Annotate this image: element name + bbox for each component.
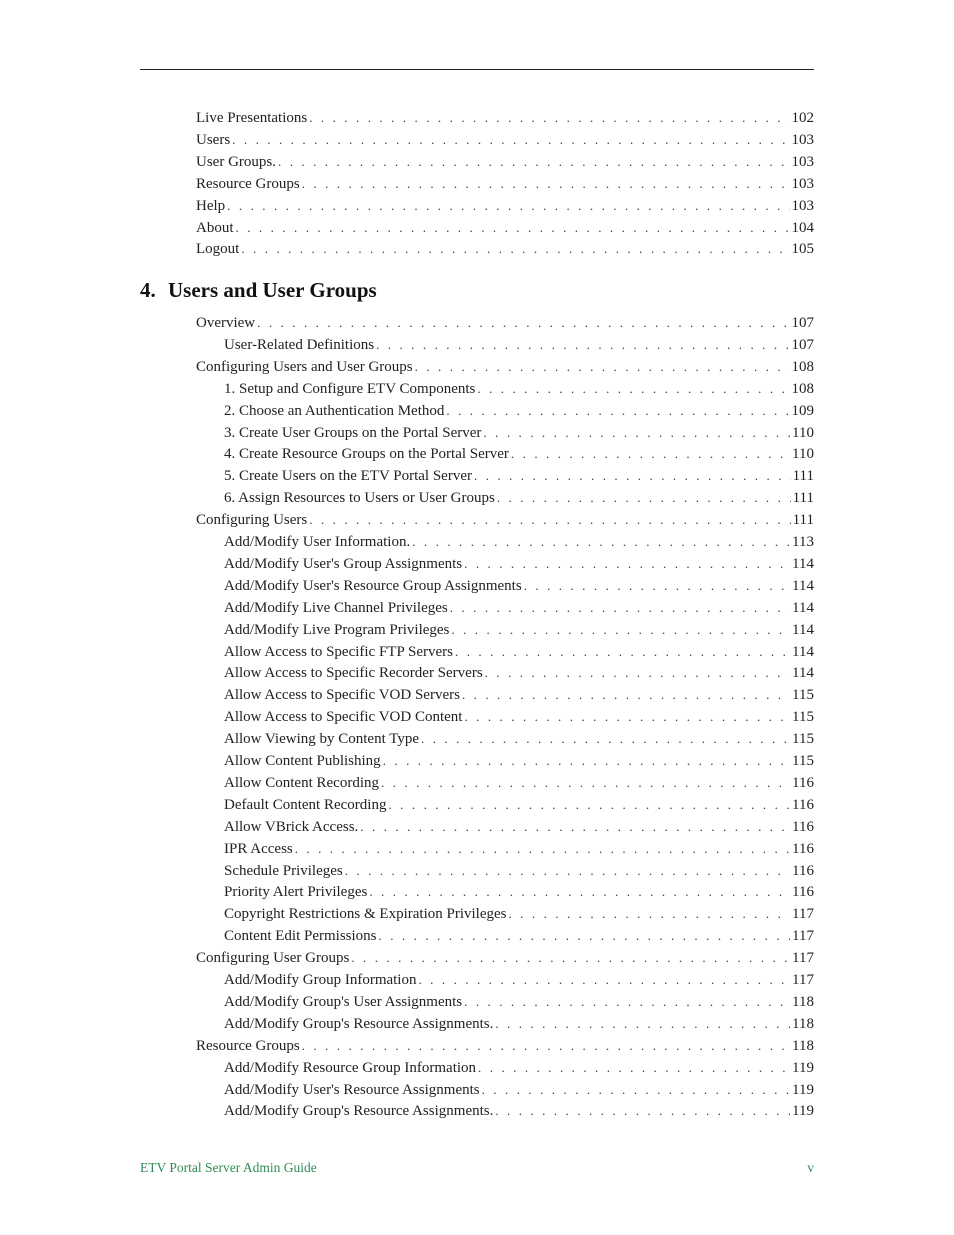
toc-entry-label: 2. Choose an Authentication Method xyxy=(224,402,445,419)
toc-dot-leader xyxy=(383,751,790,771)
toc-entry[interactable] xyxy=(224,642,814,662)
toc-entry-label: User-Related Definitions xyxy=(224,336,375,353)
toc-entry[interactable] xyxy=(196,357,814,377)
toc-dot-leader xyxy=(360,817,790,837)
toc-entry-label: Users xyxy=(196,131,231,148)
toc-entry-page: 116 xyxy=(792,840,814,857)
toc-entry-page: 114 xyxy=(792,555,814,572)
toc-entry[interactable] xyxy=(224,444,814,464)
toc-entry[interactable] xyxy=(224,598,814,618)
toc-entry[interactable] xyxy=(196,108,814,128)
toc-entry-page: 117 xyxy=(792,950,814,967)
toc-entry-page: 102 xyxy=(791,110,814,126)
toc-dot-leader xyxy=(495,1101,790,1121)
toc-dot-leader xyxy=(302,174,790,194)
toc-entry-label: IPR Access xyxy=(224,840,293,857)
toc-entry[interactable] xyxy=(224,839,814,859)
toc-dot-leader xyxy=(455,642,790,662)
toc-entry-page: 104 xyxy=(791,219,814,236)
toc-entry-page: 113 xyxy=(792,534,814,550)
toc-dot-leader xyxy=(381,773,790,793)
toc-entry-label: 6. Assign Resources to Users or User Groups xyxy=(224,490,495,507)
toc-dot-leader xyxy=(278,152,790,172)
toc-entry[interactable] xyxy=(224,620,814,640)
toc-dot-leader xyxy=(388,795,790,815)
toc-entry-page: 114 xyxy=(792,643,814,660)
toc-entry-page: 111 xyxy=(792,512,814,529)
toc-entry-page: 116 xyxy=(792,796,814,813)
footer-guide-title: ETV Portal Server Admin Guide xyxy=(140,1160,317,1175)
footer-page-number: v xyxy=(807,1160,814,1175)
toc-entry-page: 115 xyxy=(792,709,814,726)
toc-entry-page: 117 xyxy=(792,906,814,923)
toc-entry-label: Add/Modify Live Channel Privileges xyxy=(224,599,448,616)
toc-entry-label: Allow Viewing by Content Type xyxy=(224,731,419,748)
toc-entry[interactable] xyxy=(224,707,814,727)
toc-entry-page: 114 xyxy=(792,665,814,682)
toc-entry-page: 107 xyxy=(791,336,814,353)
toc-entry-label: Add/Modify Group's User Assignments xyxy=(224,993,463,1010)
toc-entry-page: 114 xyxy=(792,621,814,638)
toc-entry-page: 103 xyxy=(791,153,814,170)
header-rule xyxy=(140,69,814,70)
toc-dot-leader xyxy=(309,108,789,128)
toc-entry-label: Live Presentations xyxy=(196,110,308,126)
toc-dot-leader xyxy=(232,130,789,150)
toc-entry[interactable] xyxy=(196,948,814,968)
toc-dot-leader xyxy=(464,554,790,574)
toc-dot-leader xyxy=(412,532,790,552)
toc-entry-page: 110 xyxy=(792,424,814,441)
toc-dot-leader xyxy=(508,904,790,924)
toc-entry-page: 115 xyxy=(792,687,814,704)
toc-entry[interactable] xyxy=(224,379,814,399)
toc-entry-page: 105 xyxy=(791,241,814,258)
toc-entry[interactable] xyxy=(224,861,814,881)
toc-entry-page: 119 xyxy=(792,1081,814,1098)
toc-dot-leader xyxy=(485,663,790,683)
toc-entry[interactable] xyxy=(196,218,814,238)
toc-dot-leader xyxy=(257,313,789,333)
toc-entry-page: 118 xyxy=(792,1015,814,1032)
toc-entry[interactable] xyxy=(224,926,814,946)
toc-entry[interactable] xyxy=(196,510,814,530)
toc-dot-leader xyxy=(477,379,789,399)
toc-entry-label: Schedule Privileges xyxy=(224,862,343,879)
toc-entry-label: Default Content Recording xyxy=(224,796,387,813)
toc-entry-label: Add/Modify User's Group Assignments xyxy=(224,555,463,572)
toc-entry-label: Add/Modify User's Resource Group Assignments xyxy=(224,577,522,594)
toc-entry-page: 103 xyxy=(791,175,814,192)
toc-dot-leader xyxy=(345,861,790,881)
toc-entry[interactable] xyxy=(224,554,814,574)
toc-dot-leader xyxy=(464,707,790,727)
toc-entry-label: Configuring Users and User Groups xyxy=(196,358,413,375)
toc-entry[interactable] xyxy=(224,663,814,683)
toc-entry-label: User Groups. xyxy=(196,153,276,170)
toc-entry[interactable] xyxy=(224,1101,814,1121)
toc-dot-leader xyxy=(483,423,790,443)
toc-entry-label: Allow VBrick Access. xyxy=(224,818,359,835)
toc-entry-page: 103 xyxy=(791,197,814,214)
toc-entry-page: 111 xyxy=(792,468,814,485)
toc-entry-page: 114 xyxy=(792,599,814,616)
toc-entry[interactable] xyxy=(224,817,814,837)
toc-entry[interactable] xyxy=(224,882,814,902)
toc-entry-label: Allow Access to Specific Recorder Servers xyxy=(224,665,483,682)
toc-entry-label: Overview xyxy=(196,315,256,331)
toc-entry-page: 117 xyxy=(792,928,814,945)
toc-entry[interactable] xyxy=(224,729,814,749)
toc-entry-label: Add/Modify Resource Group Information xyxy=(224,1059,477,1076)
toc-entry-label: Configuring Users xyxy=(196,512,308,529)
toc-entry-label: Allow Content Recording xyxy=(224,774,379,791)
toc-entry[interactable] xyxy=(224,401,814,421)
toc-entry[interactable] xyxy=(196,1036,814,1056)
toc-entry[interactable] xyxy=(196,174,814,194)
toc-dot-leader xyxy=(241,239,789,259)
toc-entry[interactable] xyxy=(224,685,814,705)
toc-entry-label: Add/Modify User's Resource Assignments xyxy=(224,1081,480,1098)
chapter-number: 4. xyxy=(140,278,156,302)
toc-entry-page: 108 xyxy=(791,358,814,375)
toc-dot-leader xyxy=(421,729,790,749)
toc-dot-leader xyxy=(236,218,790,238)
toc-entry-label: Add/Modify Group's Resource Assignments. xyxy=(224,1103,494,1120)
toc-entry[interactable] xyxy=(224,532,814,552)
toc-entry-label: Content Edit Permissions xyxy=(224,928,377,945)
chapter-title: Users and User Groups xyxy=(168,278,377,302)
toc-entry-label: Configuring User Groups xyxy=(196,950,350,967)
toc-entry-page: 107 xyxy=(791,315,814,331)
toc-entry[interactable] xyxy=(196,313,814,333)
toc-dot-leader xyxy=(482,1080,790,1100)
toc-entry-label: 5. Create Users on the ETV Portal Server xyxy=(224,468,472,485)
toc-entry-label: Allow Access to Specific FTP Servers xyxy=(224,643,453,660)
toc-dot-leader xyxy=(376,335,789,355)
toc-entry-page: 117 xyxy=(792,972,814,988)
toc-entry-label: Add/Modify User Information. xyxy=(224,534,411,550)
toc-entry-label: Resource Groups xyxy=(196,175,300,192)
toc-entry-label: Resource Groups xyxy=(196,1037,300,1054)
toc-dot-leader xyxy=(495,1014,790,1034)
toc-entry-label: Allow Access to Specific VOD Servers xyxy=(224,687,460,704)
toc-dot-leader xyxy=(478,1058,790,1078)
toc-dot-leader xyxy=(524,576,790,596)
toc-entry-page: 115 xyxy=(792,753,814,769)
toc-entry[interactable] xyxy=(224,970,814,990)
toc-entry-page: 116 xyxy=(792,884,814,901)
toc-dot-leader xyxy=(309,510,790,530)
toc-entry-page: 116 xyxy=(792,818,814,835)
toc-entry-page: 109 xyxy=(791,402,814,419)
toc-entry-label: Copyright Restrictions & Expiration Privileges xyxy=(224,906,507,923)
toc-entry-label: 4. Create Resource Groups on the Portal Server xyxy=(224,446,509,463)
toc-dot-leader xyxy=(451,620,790,640)
toc-dot-leader xyxy=(302,1036,790,1056)
toc-entry-label: 1. Setup and Configure ETV Components xyxy=(224,380,476,397)
toc-entry[interactable] xyxy=(224,1014,814,1034)
toc-entry-page: 103 xyxy=(791,131,814,148)
toc-dot-leader xyxy=(474,466,791,486)
toc-entry-page: 115 xyxy=(792,731,814,748)
toc-entry[interactable] xyxy=(224,423,814,443)
toc-entry[interactable] xyxy=(224,992,814,1012)
toc-entry[interactable] xyxy=(224,773,814,793)
toc-entry[interactable] xyxy=(196,130,814,150)
toc-entry[interactable] xyxy=(224,1080,814,1100)
toc-entry-label: Priority Alert Privileges xyxy=(224,884,368,901)
toc-entry-page: 116 xyxy=(792,862,814,879)
toc-dot-leader xyxy=(450,598,790,618)
toc-entry[interactable] xyxy=(224,335,814,355)
toc-dot-leader xyxy=(511,444,790,464)
toc-dot-leader xyxy=(446,401,789,421)
toc-entry-page: 118 xyxy=(792,993,814,1010)
toc-entry-label: Add/Modify Group's Resource Assignments. xyxy=(224,1015,494,1032)
toc-entry-label: Allow Content Publishing xyxy=(224,753,381,769)
toc-entry-page: 114 xyxy=(792,577,814,594)
toc-entry[interactable] xyxy=(224,751,814,771)
toc-entry-label: Add/Modify Group Information xyxy=(224,972,417,988)
toc-dot-leader xyxy=(379,926,791,946)
toc-dot-leader xyxy=(227,196,789,216)
toc-entry[interactable] xyxy=(224,1058,814,1078)
toc-entry-page: 108 xyxy=(791,380,814,397)
toc-entry[interactable] xyxy=(224,795,814,815)
toc-entry-label: Help xyxy=(196,197,226,214)
toc-entry-label: Logout xyxy=(196,241,240,258)
toc-entry-page: 118 xyxy=(792,1037,814,1054)
toc-entry[interactable] xyxy=(196,239,814,259)
toc-entry-label: Add/Modify Live Program Privileges xyxy=(224,621,450,638)
toc-entry-page: 111 xyxy=(792,490,814,507)
toc-entry-page: 116 xyxy=(792,774,814,791)
toc-dot-leader xyxy=(351,948,790,968)
toc-entry[interactable] xyxy=(196,196,814,216)
toc-entry-page: 119 xyxy=(792,1059,814,1076)
toc-entry[interactable] xyxy=(224,904,814,924)
toc-dot-leader xyxy=(464,992,790,1012)
toc-entry-label: Allow Access to Specific VOD Content xyxy=(224,709,463,726)
toc-dot-leader xyxy=(295,839,790,859)
chapter-heading xyxy=(140,276,377,304)
toc-entry[interactable] xyxy=(224,466,814,486)
toc-dot-leader xyxy=(418,970,790,990)
toc-entry-page: 110 xyxy=(792,446,814,463)
toc-entry[interactable] xyxy=(196,152,814,172)
toc-dot-leader xyxy=(497,488,791,508)
toc-entry-page: 119 xyxy=(792,1103,814,1120)
toc-dot-leader xyxy=(369,882,790,902)
toc-dot-leader xyxy=(415,357,790,377)
toc-dot-leader xyxy=(462,685,790,705)
toc-entry-label: 3. Create User Groups on the Portal Server xyxy=(224,424,482,441)
toc-entry[interactable] xyxy=(224,488,814,508)
toc-entry[interactable] xyxy=(224,576,814,596)
toc-entry-label: About xyxy=(196,219,234,236)
